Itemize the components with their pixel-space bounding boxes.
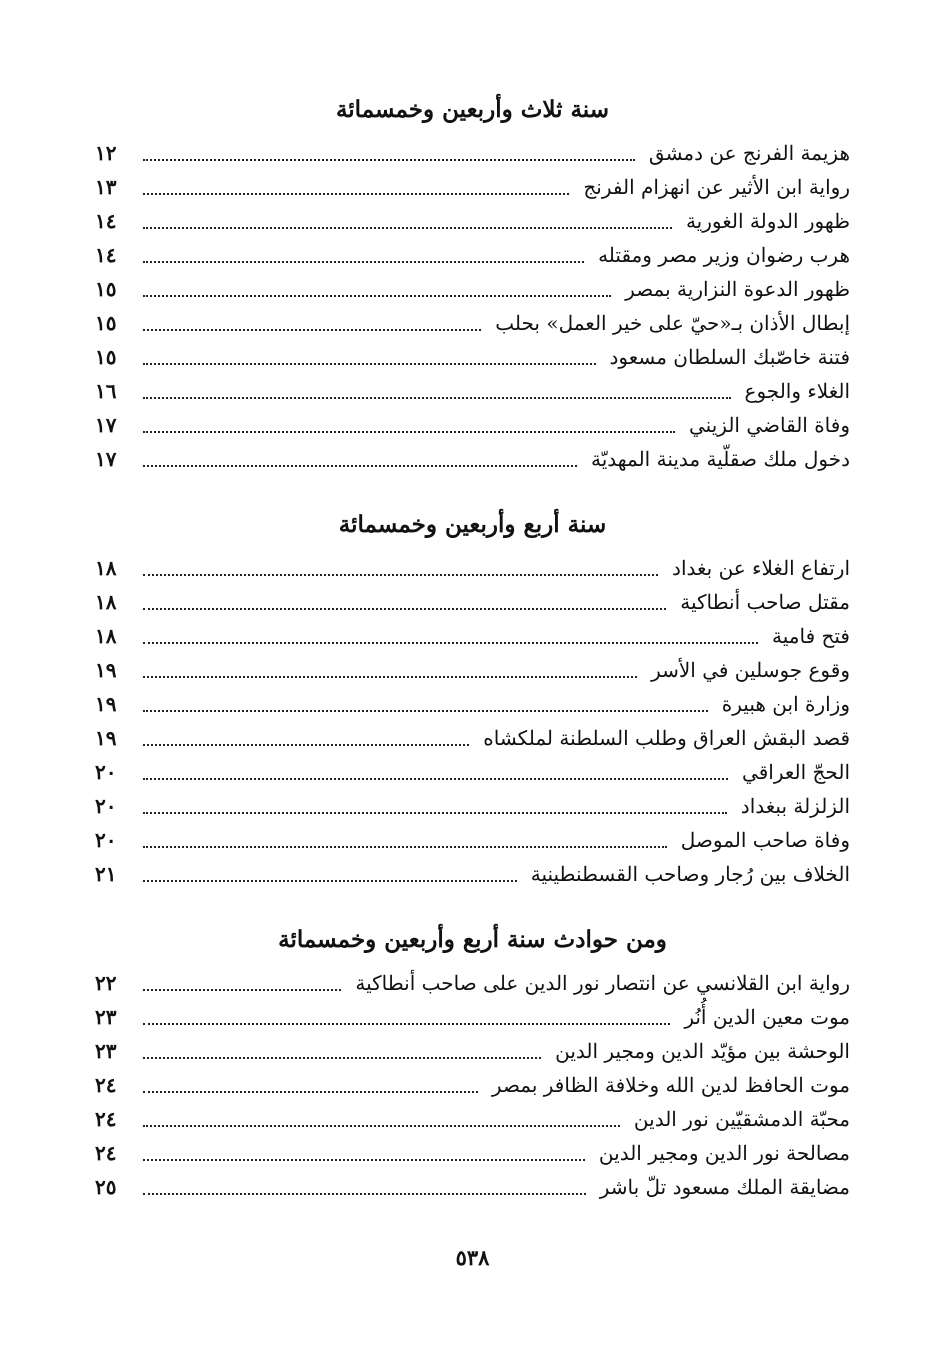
dot-leader bbox=[143, 1125, 620, 1127]
entry-title: فتنة خاصّبك السلطان مسعود bbox=[609, 345, 850, 369]
section-title: سنة ثلاث وأربعين وخمسمائة bbox=[335, 96, 610, 123]
entry-title: هزيمة الفرنج عن دمشق bbox=[648, 141, 850, 165]
toc-entry bbox=[95, 1136, 850, 1170]
toc-entry bbox=[95, 857, 850, 891]
toc-entry bbox=[95, 966, 850, 1000]
toc-entry bbox=[95, 1068, 850, 1102]
toc-entry bbox=[95, 408, 850, 442]
toc-entry bbox=[95, 585, 850, 619]
dot-leader bbox=[143, 710, 708, 712]
toc-entry bbox=[95, 789, 850, 823]
section-events-544 bbox=[0, 920, 945, 1204]
entry-page-number: ٢٤ bbox=[95, 1073, 117, 1097]
entry-page-number: ١٩ bbox=[95, 692, 117, 716]
entry-title: موت الحافظ لدين الله وخلافة الظافر بمصر bbox=[491, 1073, 850, 1097]
toc-entry bbox=[95, 442, 850, 476]
entry-title: مصالحة نور الدين ومجير الدين bbox=[598, 1141, 850, 1165]
entry-page-number: ١٦ bbox=[95, 379, 117, 403]
entry-page-number: ١٨ bbox=[95, 556, 117, 580]
toc-entry bbox=[95, 755, 850, 789]
section-year-543 bbox=[0, 90, 945, 476]
entry-title: إبطال الأذان بـ«حيّ على خير العمل» بحلب bbox=[495, 311, 850, 335]
entry-title: رواية ابن القلانسي عن انتصار نور الدين على صاحب أنطاكية bbox=[355, 971, 850, 995]
dot-leader bbox=[143, 329, 481, 331]
toc-entry bbox=[95, 1102, 850, 1136]
dot-leader bbox=[143, 812, 727, 814]
entry-title: هرب رضوان وزير مصر ومقتله bbox=[598, 243, 850, 267]
entry-page-number: ١٥ bbox=[95, 345, 117, 369]
entry-title: موت معين الدين أُنُر bbox=[684, 1005, 850, 1029]
entry-page-number: ١٩ bbox=[95, 658, 117, 682]
toc-entry bbox=[95, 272, 850, 306]
entry-title: الخلاف بين رُجار وصاحب القسطنطينية bbox=[530, 862, 850, 886]
entry-title: محبّة الدمشقيّين نور الدين bbox=[633, 1107, 850, 1131]
entry-page-number: ١٨ bbox=[95, 590, 117, 614]
entry-page-number: ١٢ bbox=[95, 141, 117, 165]
toc-entry bbox=[95, 306, 850, 340]
toc-entry bbox=[95, 1034, 850, 1068]
entry-title: رواية ابن الأثير عن انهزام الفرنج bbox=[583, 175, 850, 199]
entry-page-number: ٢٠ bbox=[95, 828, 117, 852]
dot-leader bbox=[143, 1023, 670, 1025]
toc-entry bbox=[95, 1170, 850, 1204]
dot-leader bbox=[143, 227, 672, 229]
toc-entry bbox=[95, 170, 850, 204]
toc-entry bbox=[95, 687, 850, 721]
dot-leader bbox=[143, 1091, 478, 1093]
entry-page-number: ٢٤ bbox=[95, 1107, 117, 1131]
toc-entry bbox=[95, 823, 850, 857]
entry-title: فتح فامية bbox=[772, 624, 850, 648]
dot-leader bbox=[143, 397, 731, 399]
dot-leader bbox=[143, 989, 341, 991]
entry-title: مقتل صاحب أنطاكية bbox=[680, 590, 850, 614]
dot-leader bbox=[143, 608, 666, 610]
entry-title: ظهور الدولة الغورية bbox=[685, 209, 850, 233]
toc-entry bbox=[95, 136, 850, 170]
entry-page-number: ١٤ bbox=[95, 209, 117, 233]
dot-leader bbox=[143, 642, 758, 644]
toc-entry bbox=[95, 238, 850, 272]
dot-leader bbox=[143, 159, 635, 161]
toc-entry bbox=[95, 340, 850, 374]
toc-entry bbox=[95, 619, 850, 653]
entry-title: قصد البقش العراق وطلب السلطنة لملكشاه bbox=[483, 726, 850, 750]
toc-entry bbox=[95, 653, 850, 687]
dot-leader bbox=[143, 431, 675, 433]
entry-page-number: ٢١ bbox=[95, 862, 117, 886]
section-title: ومن حوادث سنة أربع وأربعين وخمسمائة bbox=[278, 926, 667, 953]
entry-page-number: ١٩ bbox=[95, 726, 117, 750]
entry-page-number: ١٧ bbox=[95, 413, 117, 437]
entry-page-number: ١٥ bbox=[95, 277, 117, 301]
entry-title: الوحشة بين مؤيّد الدين ومجير الدين bbox=[555, 1039, 850, 1063]
entry-title: وفاة صاحب الموصل bbox=[680, 828, 850, 852]
entry-page-number: ٢٤ bbox=[95, 1141, 117, 1165]
dot-leader bbox=[143, 574, 658, 576]
entry-title: الزلزلة ببغداد bbox=[740, 794, 850, 818]
entry-page-number: ١٥ bbox=[95, 311, 117, 335]
toc-entry bbox=[95, 721, 850, 755]
dot-leader bbox=[143, 295, 611, 297]
dot-leader bbox=[143, 744, 469, 746]
dot-leader bbox=[143, 1057, 541, 1059]
dot-leader bbox=[143, 676, 637, 678]
entry-page-number: ١٣ bbox=[95, 175, 117, 199]
entry-title: الحجّ العراقي bbox=[742, 760, 850, 784]
toc-entry bbox=[95, 204, 850, 238]
entry-title: ظهور الدعوة النزارية بمصر bbox=[625, 277, 850, 301]
dot-leader bbox=[143, 465, 577, 467]
entry-title: وفاة القاضي الزيني bbox=[689, 413, 850, 437]
toc-entry bbox=[95, 374, 850, 408]
dot-leader bbox=[143, 778, 728, 780]
dot-leader bbox=[143, 261, 584, 263]
dot-leader bbox=[143, 193, 569, 195]
entry-title: وقوع جوسلين في الأسر bbox=[651, 658, 850, 682]
entry-title: الغلاء والجوع bbox=[744, 379, 850, 403]
entry-title: وزارة ابن هبيرة bbox=[721, 692, 850, 716]
entry-page-number: ٢٥ bbox=[95, 1175, 117, 1199]
dot-leader bbox=[143, 1193, 586, 1195]
entry-title: ارتفاع الغلاء عن بغداد bbox=[672, 556, 850, 580]
entry-page-number: ١٨ bbox=[95, 624, 117, 648]
entry-page-number: ٢٠ bbox=[95, 794, 117, 818]
toc-entry bbox=[95, 1000, 850, 1034]
entry-page-number: ٢٠ bbox=[95, 760, 117, 784]
dot-leader bbox=[143, 363, 596, 365]
toc-entry bbox=[95, 551, 850, 585]
entry-title: دخول ملك صقلّية مدينة المهديّة bbox=[591, 447, 850, 471]
section-title: سنة أربع وأربعين وخمسمائة bbox=[338, 511, 607, 538]
page-number: ٥٣٨ bbox=[455, 1245, 490, 1270]
dot-leader bbox=[143, 1159, 585, 1161]
dot-leader bbox=[143, 880, 517, 882]
entry-page-number: ٢٣ bbox=[95, 1005, 117, 1029]
section-year-544 bbox=[0, 505, 945, 891]
entry-page-number: ٢٢ bbox=[95, 971, 117, 995]
entry-page-number: ١٤ bbox=[95, 243, 117, 267]
entry-page-number: ١٧ bbox=[95, 447, 117, 471]
entry-page-number: ٢٣ bbox=[95, 1039, 117, 1063]
dot-leader bbox=[143, 846, 667, 848]
entry-title: مضايقة الملك مسعود تلّ باشر bbox=[599, 1175, 850, 1199]
